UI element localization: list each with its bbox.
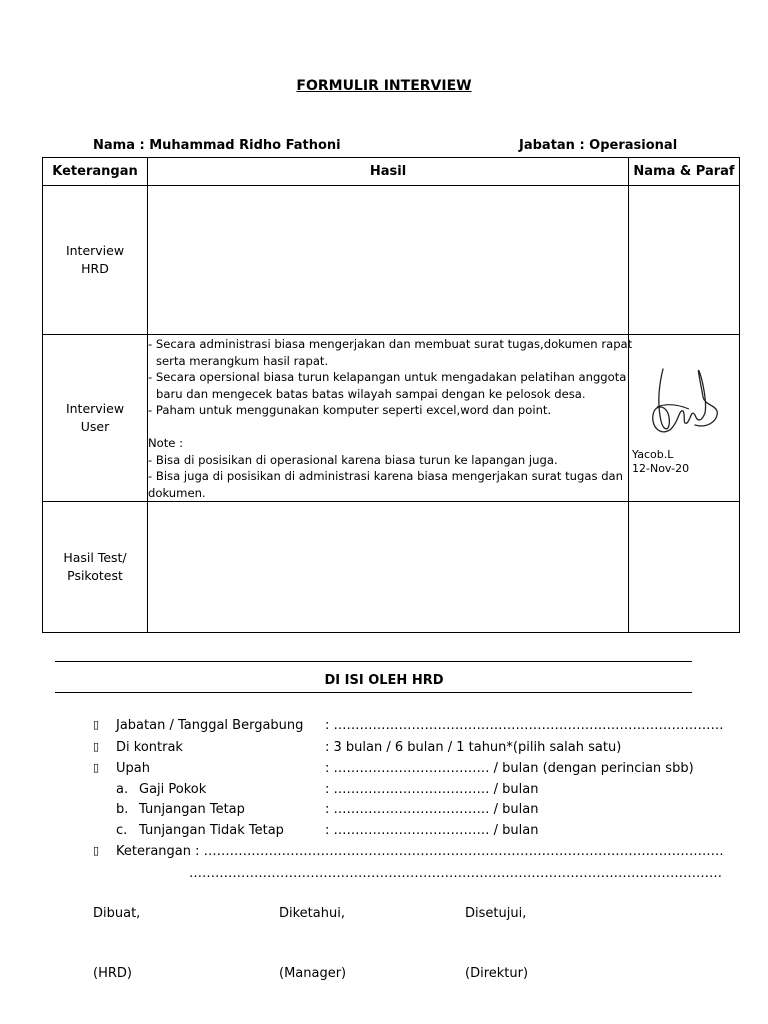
subitem-value: : ……………………………… / bulan xyxy=(325,802,539,817)
hasil-line: serta merangkum hasil rapat. xyxy=(156,353,329,368)
hasil-hasil-test[interactable] xyxy=(148,502,629,633)
signer-name: Yacob.L xyxy=(632,448,674,461)
keterangan-line: HRD xyxy=(81,261,109,276)
keterangan-hasil-test xyxy=(43,502,148,633)
hasil-line: dokumen. xyxy=(148,485,206,500)
hasil-line: - Paham untuk menggunakan komputer seperti excel,word dan point. xyxy=(148,403,552,417)
hasil-line: baru dan mengecek batas batas wilayah sampai dengan ke pelosok desa. xyxy=(156,386,586,401)
subitem-number: c. xyxy=(116,823,128,838)
hasil-line-blank xyxy=(148,419,628,436)
keterangan-line: Interview xyxy=(65,401,125,416)
subitem-label: Gaji Pokok xyxy=(139,782,207,797)
keterangan-line: Interview xyxy=(65,243,125,258)
label-dibuat: Dibuat, xyxy=(93,906,141,921)
keterangan-line: User xyxy=(80,419,110,434)
candidate-name: Nama : Muhammad Ridho Fathoni xyxy=(93,138,341,153)
table-header-row xyxy=(43,158,740,186)
paraf-interview-hrd[interactable] xyxy=(629,186,740,335)
paraf-hasil-test[interactable] xyxy=(629,502,740,633)
keterangan-interview-hrd xyxy=(43,186,148,335)
bullet-glyph-icon: ▯ xyxy=(93,740,100,753)
subitem-number: b. xyxy=(116,802,129,817)
keterangan-cont-text: …………………………………………………………………………………………………………… xyxy=(189,866,722,881)
table-row-interview-hrd xyxy=(43,186,740,335)
paraf-interview-user[interactable] xyxy=(629,335,740,502)
bullet-glyph-icon: ▯ xyxy=(93,718,100,731)
hasil-interview-hrd[interactable] xyxy=(148,186,629,335)
handwritten-signature xyxy=(649,363,721,445)
divider-top xyxy=(55,661,692,662)
subitem-number: a. xyxy=(116,782,129,797)
keterangan-interview-user xyxy=(43,335,148,502)
hrd-item-label: Di kontrak xyxy=(116,740,183,755)
label-diketahui: Diketahui, xyxy=(279,906,345,921)
hrd-item-value: : ……………………………………………………………………………… xyxy=(325,718,724,733)
candidate-position: Jabatan : Operasional xyxy=(519,138,678,153)
subitem-label: Tunjangan Tidak Tetap xyxy=(139,823,284,838)
hrd-section-title: DI ISI OLEH HRD xyxy=(324,673,444,688)
hrd-item-value: : 3 bulan / 6 bulan / 1 tahun*(pilih salah satu) xyxy=(325,740,622,755)
signer-date: 12-Nov-20 xyxy=(632,462,690,475)
label-manager: (Manager) xyxy=(279,966,347,981)
keterangan-continuation[interactable] xyxy=(189,866,722,884)
interview-table xyxy=(42,157,740,633)
signer-info xyxy=(632,448,689,476)
subitem-value: : ……………………………… / bulan xyxy=(325,782,539,797)
keterangan-text: Keterangan : ………………………………………………………………………………………………………… xyxy=(116,844,724,859)
hrd-item-value: : ……………………………… / bulan (dengan perincian sbb) xyxy=(325,761,694,776)
header-keterangan: Keterangan xyxy=(43,158,148,186)
keterangan-line: Hasil Test/ xyxy=(63,550,127,565)
hasil-line: - Secara administrasi biasa mengerjakan dan membuat surat tugas,dokumen rapat xyxy=(148,337,633,351)
hasil-line: - Bisa juga di posisikan di administrasi karena biasa mengerjakan surat tugas dan xyxy=(148,469,624,483)
divider-bottom xyxy=(55,692,692,693)
hasil-line: - Bisa di posisikan di operasional karena biasa turun ke lapangan juga. xyxy=(148,452,558,467)
hasil-interview-user[interactable] xyxy=(148,335,633,502)
header-nama-paraf: Nama & Paraf xyxy=(629,158,740,186)
hasil-line: - Secara opersional biasa turun kelapangan untuk mengadakan pelatihan anggota xyxy=(148,370,627,384)
bullet-glyph-icon: ▯ xyxy=(93,844,100,857)
label-hrd: (HRD) xyxy=(93,966,132,981)
table-row-hasil-test xyxy=(43,502,740,633)
subitem-label: Tunjangan Tetap xyxy=(139,802,245,817)
hrd-item-label: Upah xyxy=(116,761,150,776)
bullet-glyph-icon: ▯ xyxy=(93,761,100,774)
hrd-item-label: Jabatan / Tanggal Bergabung xyxy=(116,718,304,733)
subitem-value: : ……………………………… / bulan xyxy=(325,823,539,838)
label-disetujui: Disetujui, xyxy=(465,906,527,921)
hasil-line: Note : xyxy=(148,436,184,450)
table-row-interview-user xyxy=(43,335,740,502)
label-direktur: (Direktur) xyxy=(465,966,529,981)
header-hasil: Hasil xyxy=(148,158,629,186)
keterangan-line: Psikotest xyxy=(67,568,123,583)
form-title: FORMULIR INTERVIEW xyxy=(296,78,472,94)
